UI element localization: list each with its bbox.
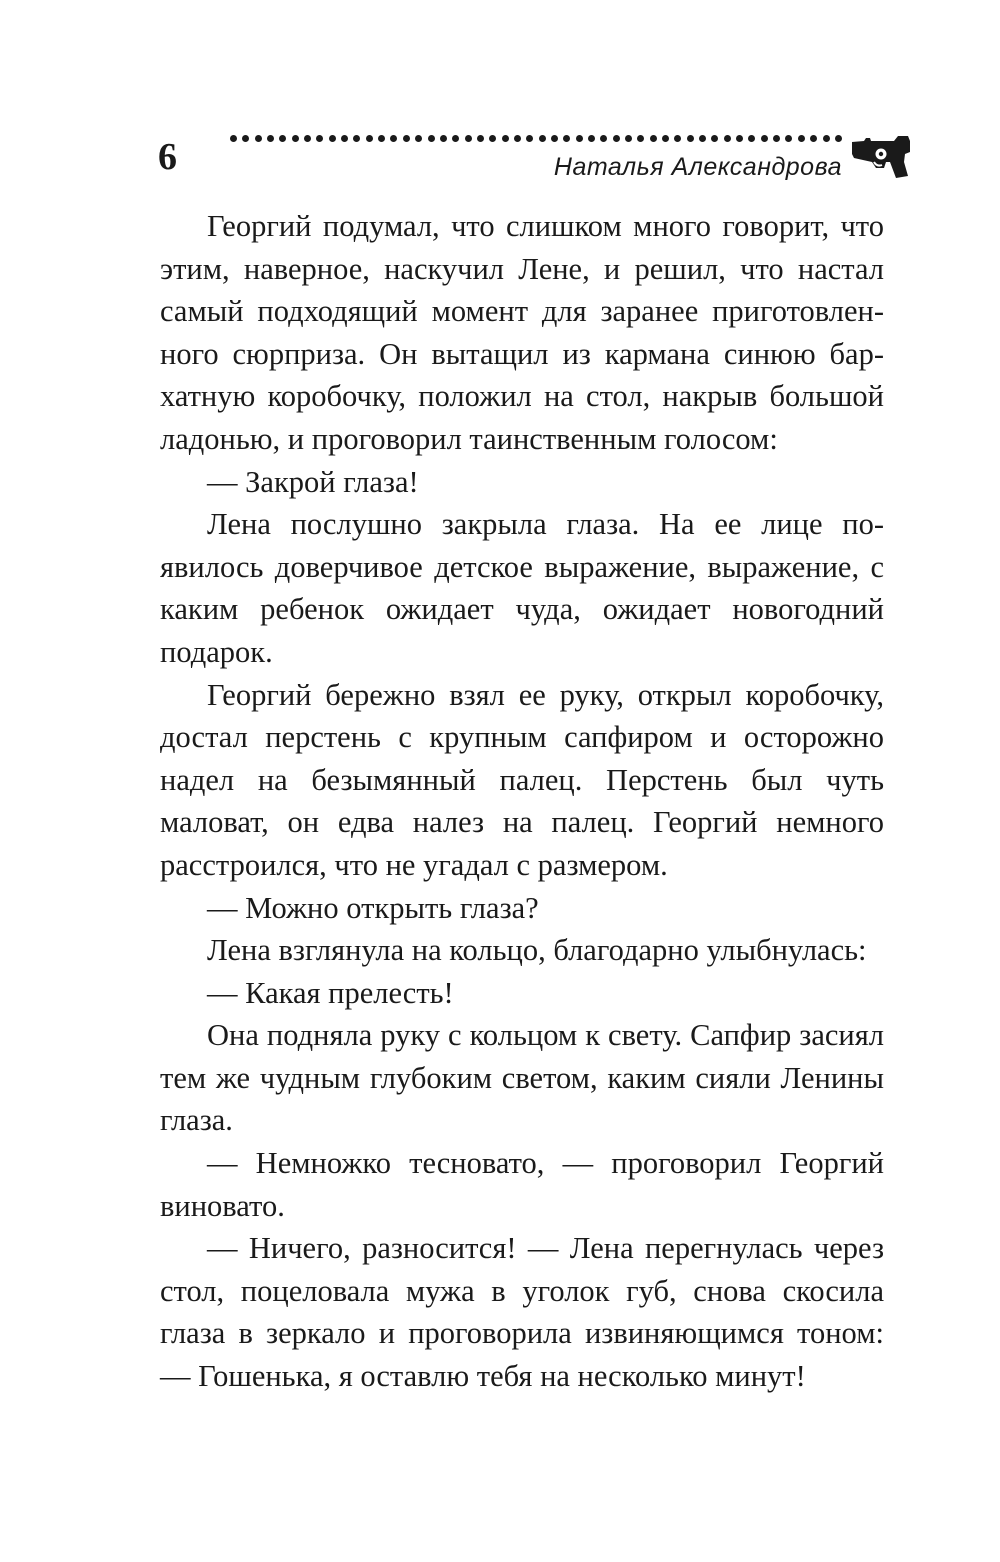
paragraph: Лена взглянула на кольцо, благодарно улыбнулась: bbox=[207, 933, 867, 968]
paragraph: Георгий бережно взял ее руку, открыл коробочку, достал перстень с крупным сапфиром и осторожно надел на безымянный палец. Перстень был чуть маловат, он едва налез на палец. Георгий немного расстроился, что не угадал с размером. bbox=[160, 677, 884, 882]
paragraph: — Закрой глаза! bbox=[207, 464, 419, 499]
paragraph: Она подняла руку с кольцом к свету. Сапфир засиял тем же чудным глубоким светом, каким сияли Ленины глаза. bbox=[160, 1018, 884, 1138]
paragraph: — Ничего, разносится! — Лена перегнулась через стол, поцеловала мужа в уголок губ, снова скосила глаза в зеркало и проговорила извиняющимся тоном: — Гошенька, я оставлю тебя на несколько минут! bbox=[160, 1231, 884, 1394]
paragraph: Георгий подумал, что слишком много говорит, что этим, наверное, наскучил Лене, и решил, что настал самый подходящий момент для заранее приготовленного сюрприза. Он вытащил из кармана синюю бархатную коробочку, положил на стол, накрыв большой ладонью, и проговорил таинственным голосом: bbox=[160, 209, 884, 456]
paragraph: — Немножко тесновато, — проговорил Георгий виновато. bbox=[160, 1146, 884, 1223]
body-text bbox=[160, 205, 884, 1398]
revolver-icon bbox=[850, 132, 912, 180]
paragraph: — Какая прелесть! bbox=[207, 975, 454, 1010]
paragraph: Лена послушно закрыла глаза. На ее лице появилось доверчивое детское выражение, выражение, с каким ребенок ожидает чуда, ожидает новогодний подарок. bbox=[160, 507, 884, 669]
paragraph: — Можно открыть глаза? bbox=[207, 890, 539, 925]
page-number: 6 bbox=[158, 136, 177, 178]
header-dotted-rule bbox=[230, 128, 842, 148]
running-header-author: Наталья Александрова bbox=[553, 153, 842, 181]
